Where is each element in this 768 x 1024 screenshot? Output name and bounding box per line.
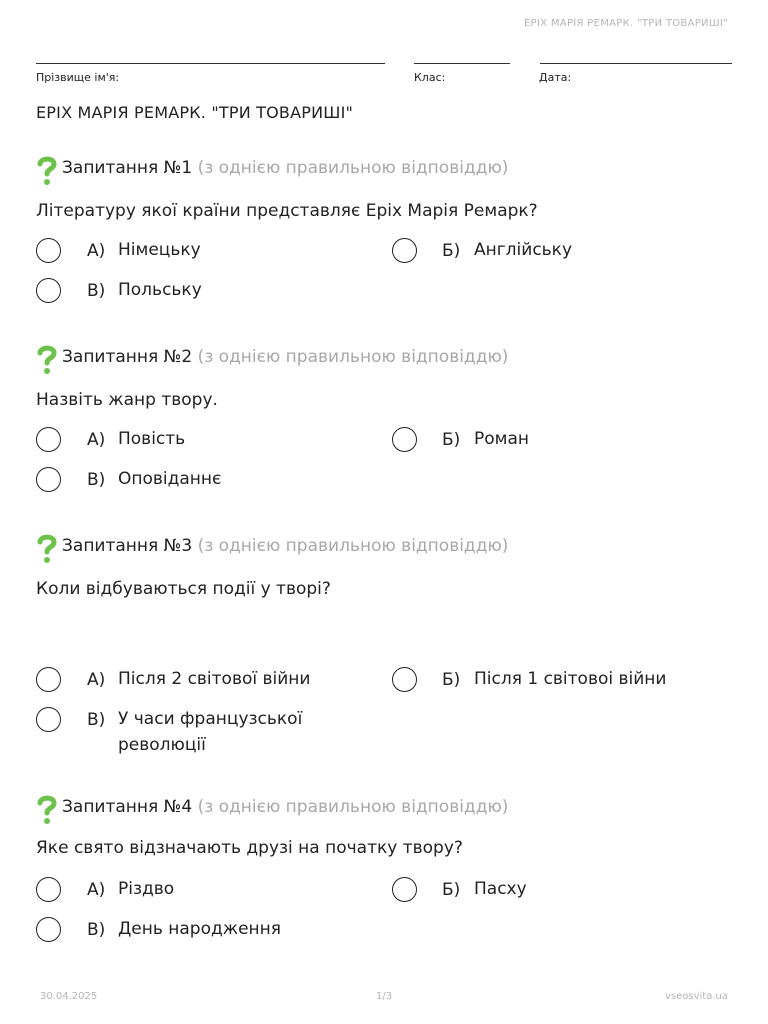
question-title: Запитання №3 bbox=[62, 536, 193, 556]
radio-circle[interactable] bbox=[36, 707, 61, 732]
question-mark-icon bbox=[36, 156, 58, 186]
name-field-label: Прізвище ім'я: bbox=[36, 71, 120, 84]
option-b[interactable] bbox=[392, 877, 722, 907]
option-c[interactable] bbox=[36, 467, 366, 497]
class-field-line[interactable] bbox=[414, 63, 510, 64]
option-a[interactable] bbox=[36, 427, 366, 457]
question-title: Запитання №4 bbox=[62, 797, 193, 817]
option-c[interactable] bbox=[36, 917, 366, 947]
option-letter: Б) bbox=[442, 241, 461, 261]
option-text: Різдво bbox=[118, 879, 175, 899]
option-letter: В) bbox=[87, 710, 106, 730]
option-letter: В) bbox=[87, 470, 106, 490]
option-letter: Б) bbox=[442, 430, 461, 450]
option-text: День народження bbox=[118, 919, 281, 939]
option-b[interactable] bbox=[392, 238, 722, 268]
option-text: Польську bbox=[118, 280, 202, 300]
class-field-label: Клас: bbox=[414, 71, 446, 84]
question-type: (з однією правильною відповіддю) bbox=[197, 158, 509, 178]
option-letter: В) bbox=[87, 281, 106, 301]
question-text: Літературу якої країни представляє Еріх Марія Ремарк? bbox=[36, 201, 538, 221]
radio-circle[interactable] bbox=[36, 917, 61, 942]
option-text: У часи французської революції bbox=[118, 709, 303, 755]
question-mark-icon bbox=[36, 345, 58, 375]
radio-circle[interactable] bbox=[36, 467, 61, 492]
option-text: Повість bbox=[118, 429, 186, 449]
question-type: (з однією правильною відповіддю) bbox=[197, 797, 509, 817]
option-text: Англійську bbox=[474, 240, 573, 260]
question-type: (з однією правильною відповіддю) bbox=[197, 536, 509, 556]
option-c[interactable] bbox=[36, 707, 366, 763]
radio-circle[interactable] bbox=[36, 667, 61, 692]
radio-circle[interactable] bbox=[392, 667, 417, 692]
question-type: (з однією правильною відповіддю) bbox=[197, 347, 509, 367]
option-letter: В) bbox=[87, 920, 106, 940]
question-mark-icon bbox=[36, 534, 58, 564]
question-title: Запитання №1 bbox=[62, 158, 193, 178]
option-text: Оповіданнє bbox=[118, 469, 222, 489]
footer-date: 30.04.2025 bbox=[40, 991, 98, 1002]
option-text: Роман bbox=[474, 429, 530, 449]
question-text: Яке свято відзначають друзі на початку твору? bbox=[36, 838, 463, 858]
option-text: Після 2 світової війни bbox=[118, 669, 311, 689]
date-field-label: Дата: bbox=[539, 71, 572, 84]
name-field-line[interactable] bbox=[36, 63, 385, 64]
question-title: Запитання №2 bbox=[62, 347, 193, 367]
option-a[interactable] bbox=[36, 238, 366, 268]
question-text: Коли відбуваються події у творі? bbox=[36, 579, 331, 599]
radio-circle[interactable] bbox=[36, 238, 61, 263]
option-text: Пасху bbox=[474, 879, 527, 899]
radio-circle[interactable] bbox=[392, 427, 417, 452]
question-mark-icon bbox=[36, 795, 58, 825]
option-letter: А) bbox=[87, 241, 106, 261]
footer-site: vseosvita.ua bbox=[665, 991, 728, 1002]
option-c[interactable] bbox=[36, 278, 366, 308]
running-title: ЕРІХ МАРІЯ РЕМАРК. "ТРИ ТОВАРИШІ" bbox=[524, 18, 728, 29]
option-text: Після 1 світовоі війни bbox=[474, 669, 667, 689]
footer-page-number: 1/3 bbox=[376, 991, 393, 1002]
option-text: Німецьку bbox=[118, 240, 201, 260]
option-a[interactable] bbox=[36, 667, 366, 697]
option-b[interactable] bbox=[392, 667, 732, 697]
radio-circle[interactable] bbox=[392, 238, 417, 263]
radio-circle[interactable] bbox=[392, 877, 417, 902]
option-letter: Б) bbox=[442, 670, 461, 690]
question-text: Назвіть жанр твору. bbox=[36, 390, 218, 410]
radio-circle[interactable] bbox=[36, 427, 61, 452]
option-letter: Б) bbox=[442, 880, 461, 900]
option-letter: А) bbox=[87, 430, 106, 450]
document-title: ЕРІХ МАРІЯ РЕМАРК. "ТРИ ТОВАРИШІ" bbox=[36, 103, 354, 122]
radio-circle[interactable] bbox=[36, 877, 61, 902]
option-a[interactable] bbox=[36, 877, 366, 907]
date-field-line[interactable] bbox=[540, 63, 732, 64]
option-b[interactable] bbox=[392, 427, 722, 457]
option-letter: А) bbox=[87, 670, 106, 690]
radio-circle[interactable] bbox=[36, 278, 61, 303]
option-letter: А) bbox=[87, 880, 106, 900]
